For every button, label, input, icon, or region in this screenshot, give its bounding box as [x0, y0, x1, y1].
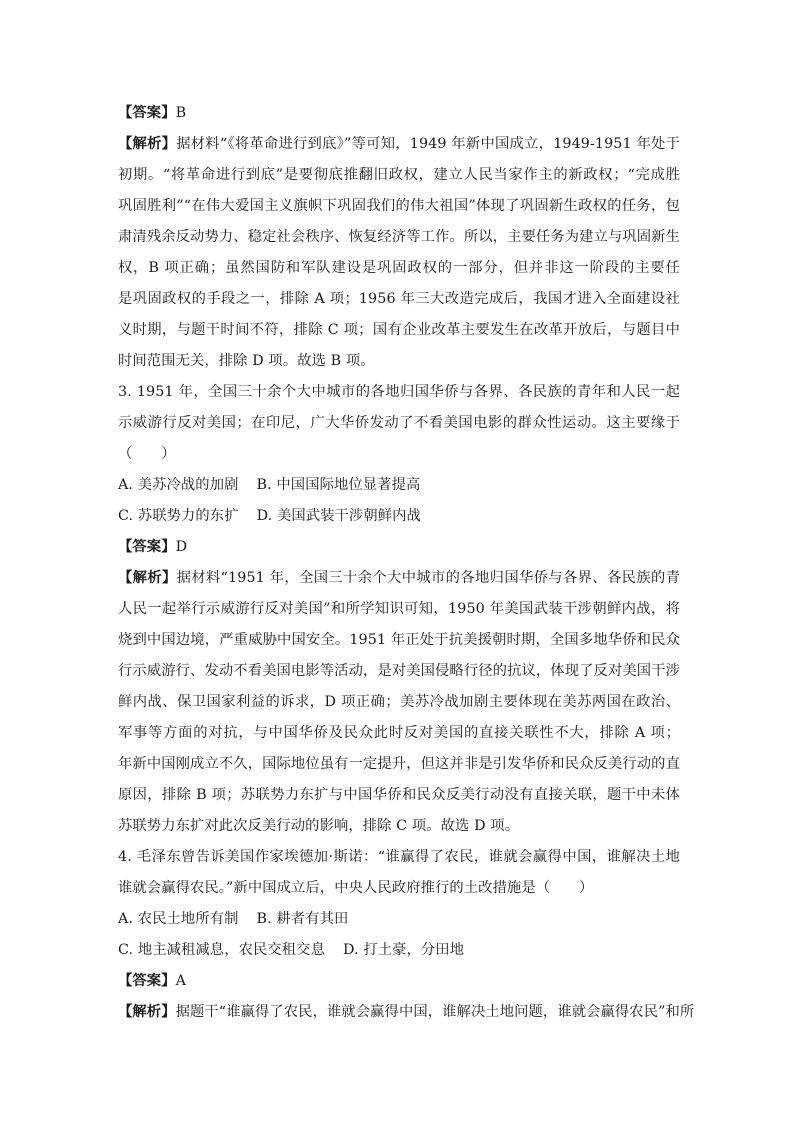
question-stem-line: 谁就会赢得农民。”新中国成立后，中央人民政府推行的土改措施是（ ）: [118, 880, 594, 896]
answer-option: D. 美国武装干涉朝鲜内战: [256, 508, 421, 524]
analysis-line: [118, 315, 680, 346]
answer-line: [118, 966, 680, 997]
options-row: [118, 935, 680, 966]
answer-option: B. 中国国际地位显著提高: [256, 477, 421, 493]
analysis-line: [118, 997, 695, 1028]
question-stem-line: （ ）: [118, 446, 176, 462]
answer-tag: 【答案】: [118, 105, 176, 121]
analysis-line: [118, 129, 680, 160]
analysis-text: 肃清残余反动势力、稳定社会秩序、恢复经济等工作。所以，主要任务为建立与巩固新生: [118, 229, 680, 245]
options-row: [118, 904, 680, 935]
analysis-line: [118, 811, 680, 842]
analysis-text: 是巩固政权的手段之一，排除 A 项；1956 年三大改造完成后，我国才进入全面建设社: [118, 291, 680, 307]
answer-line: [118, 532, 680, 563]
analysis-line: [118, 284, 680, 315]
answer-line: [118, 98, 680, 129]
analysis-text: 原因，排除 B 项；苏联势力东扩与中国华侨和民众反美行动没有直接关联，题干中未体: [118, 787, 680, 803]
analysis-text: 烧到中国边境，严重威胁中国安全。1951 年正处于抗美援朝时期，全国多地华侨和民众: [118, 632, 680, 648]
analysis-line: [118, 253, 680, 284]
answer-option: D. 打土豪，分田地: [342, 942, 465, 958]
options-row: [118, 501, 680, 532]
analysis-line: [118, 222, 680, 253]
analysis-line: [118, 563, 680, 594]
analysis-line: [118, 749, 680, 780]
analysis-text: 据题干“谁赢得了农民，谁就会赢得中国，谁解决土地问题，谁就会赢得农民”和所: [175, 1004, 695, 1020]
question-stem-line: 4. 毛泽东曾告诉美国作家埃德加·斯诺：“谁赢得了农民，谁就会赢得中国，谁解决土地: [118, 849, 680, 865]
answer-value: D: [175, 539, 188, 555]
analysis-text: 行示威游行、发动不看美国电影等活动，是对美国侵略行径的抗议，体现了反对美国干涉: [118, 663, 680, 679]
analysis-line: [118, 594, 680, 625]
analysis-text: 时间范围无关，排除 D 项。故选 B 项。: [118, 353, 375, 369]
question-stem-line: 示威游行反对美国；在印尼，广大华侨发动了不看美国电影的群众性运动。这主要缘于: [118, 415, 680, 431]
analysis-text: 权，B 项正确；虽然国防和军队建设是巩固政权的一部分，但并非这一阶段的主要任: [118, 260, 680, 276]
analysis-text: 据材料“《将革命进行到底》”等可知，1949 年新中国成立，1949-1951 年处于: [176, 136, 680, 152]
analysis-line: [118, 687, 680, 718]
analysis-text: 鲜内战、保卫国家利益的诉求，D 项正确；美苏冷战加剧主要体现在美苏两国在政治、: [118, 694, 680, 710]
analysis-tag: 【解析】: [118, 1004, 176, 1020]
answer-option: C. 苏联势力的东扩: [118, 508, 239, 524]
document-page: [118, 98, 695, 1028]
analysis-line: [118, 625, 680, 656]
answer-option: A. 美苏冷战的加剧: [118, 477, 239, 493]
analysis-line: [118, 656, 680, 687]
options-row: [118, 470, 680, 501]
analysis-text: 人民一起举行示威游行反对美国”和所学知识可知，1950 年美国武装干涉朝鲜内战，将: [118, 601, 680, 617]
analysis-text: 苏联势力东扩对此次反美行动的影响，排除 C 项。故选 D 项。: [118, 818, 520, 834]
analysis-tag: 【解析】: [118, 136, 177, 152]
answer-value: A: [175, 973, 187, 989]
analysis-text: 据材料“1951 年，全国三十余个大中城市的各地归国华侨与各界、各民族的青: [176, 570, 680, 586]
answer-tag: 【答案】: [118, 539, 176, 555]
answer-tag: 【答案】: [118, 973, 176, 989]
analysis-line: [118, 160, 680, 191]
analysis-line: [118, 191, 680, 222]
analysis-text: 巩固胜利”“在伟大爱国主义旗帜下巩固我们的伟大祖国”体现了巩固新生政权的任务，包: [118, 198, 680, 214]
answer-option: A. 农民土地所有制: [118, 911, 239, 927]
analysis-text: 军事等方面的对抗，与中国华侨及民众此时反对美国的直接关联性不大，排除 A 项；: [118, 725, 680, 741]
analysis-text: 年新中国刚成立不久，国际地位虽有一定提升，但这并非是引发华侨和民众反美行动的直: [118, 756, 680, 772]
analysis-line: [118, 346, 680, 377]
analysis-text: 初期。“将革命进行到底”是要彻底推翻旧政权，建立人民当家作主的新政权；“完成胜: [118, 167, 680, 183]
analysis-line: [118, 718, 680, 749]
answer-value: B: [175, 105, 187, 121]
question-stem-line: 3. 1951 年，全国三十余个大中城市的各地归国华侨与各界、各民族的青年和人民一起: [118, 384, 680, 400]
analysis-tag: 【解析】: [118, 570, 177, 586]
answer-option: B. 耕者有其田: [256, 911, 349, 927]
analysis-text: 义时期，与题干时间不符，排除 C 项；国有企业改革主要发生在改革开放后，与题目中: [118, 322, 680, 338]
answer-option: C. 地主减租减息，农民交租交息: [118, 942, 325, 958]
analysis-line: [118, 780, 680, 811]
